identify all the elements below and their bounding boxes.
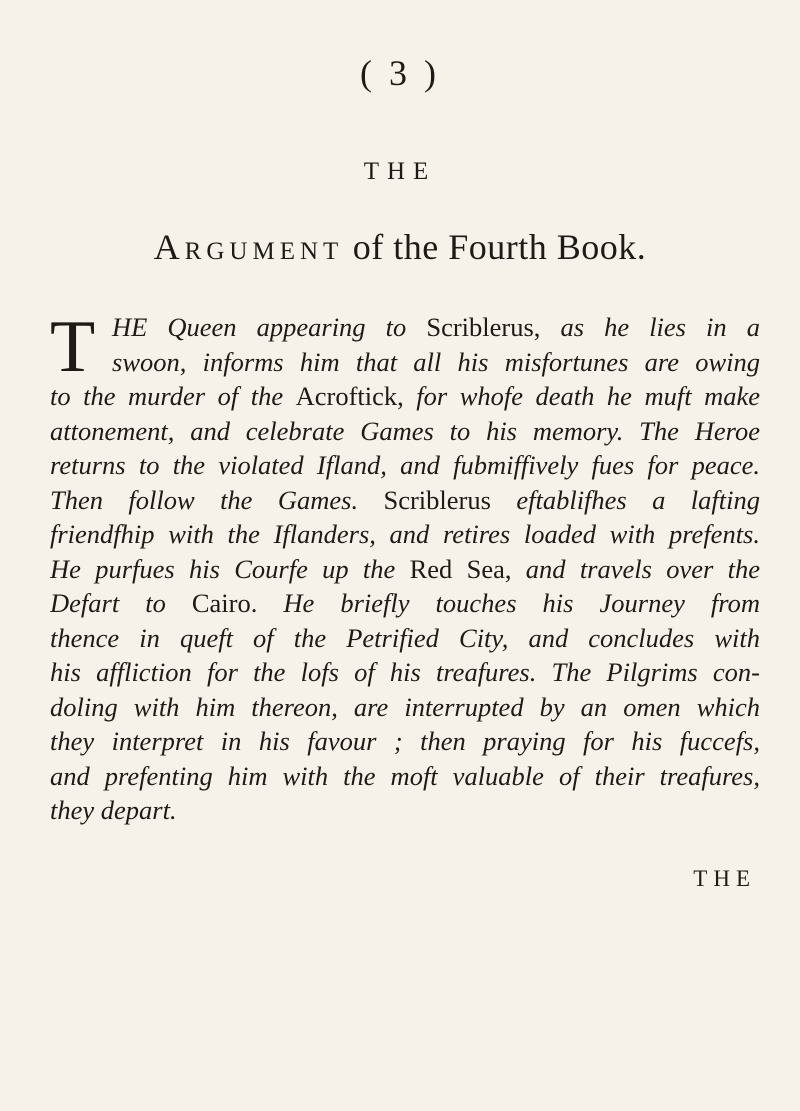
argument-title (0, 226, 800, 268)
paragraph-line: swoon, informs him that all his misfortunes are owing (112, 346, 760, 377)
paragraph-line: to the murder of the Acroftick, for whofe death he muft make (50, 381, 760, 411)
paragraph-line: returns to the violated Ifland, and fubmiffively fues for peace. (50, 450, 760, 480)
paragraph-line: thence in queft of the Petrified City, and concludes with (50, 622, 760, 653)
paragraph-line: He purfues his Courfe up the Red Sea, and travels over the (50, 553, 760, 584)
argument-paragraph (50, 306, 760, 828)
paragraph-line: Defart to Cairo. He briefly touches his Journey from (50, 588, 760, 618)
paragraph-line: Then follow the Games. Scriblerus eftablifhes a lafting (50, 484, 760, 515)
paragraph-line: and prefenting him with the moft valuable of their treafures, (50, 760, 760, 791)
paragraph-line: HE Queen appearing to Scriblerus, as he lies in a (112, 312, 760, 342)
catchword: THE (693, 866, 756, 891)
paragraph-line: attonement, and celebrate Games to his memory. The Heroe (50, 415, 760, 446)
page-number: ( 3 ) (360, 53, 440, 93)
paragraph-line: friendfhip with the Iflanders, and retires loaded with prefents. (50, 519, 760, 549)
paragraph-line: they interpret in his favour ; then praying for his fuccefs, (50, 726, 760, 756)
paragraph-line: his affliction for the lofs of his treafures. The Pilgrims con- (50, 657, 760, 687)
argument-title-rest: of the Fourth Book. (343, 227, 647, 267)
argument-title-caps: Argument (153, 227, 344, 267)
section-heading: THE (363, 158, 437, 185)
drop-cap: T (50, 306, 96, 388)
paragraph-line: doling with him thereon, are interrupted by an omen which (50, 691, 760, 722)
paragraph-line: they depart. (50, 795, 177, 825)
